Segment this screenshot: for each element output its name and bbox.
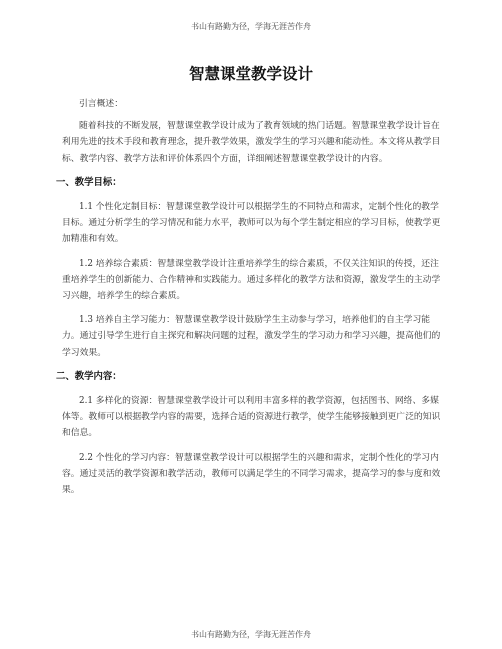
page-footer: 书山有路勤为径，学海无涯苦作舟 xyxy=(191,630,311,639)
intro-paragraph: 随着科技的不断发展，智慧课堂教学设计成为了教育领域的热门话题。智慧课堂教学设计旨在利用先进的技术手段和教育理念，提升教学效果，激发学生的学习兴趣和能动性。本文将从教学目标、教学内容、教学方法和评价体系四个方面，详细阐述智慧课堂教学设计的内容。 xyxy=(62,121,441,164)
page-header: 书山有路勤为径，学海无涯苦作舟 xyxy=(191,22,311,31)
paragraph-2-2: 2.2 个性化的学习内容：智慧课堂教学设计可以根据学生的兴趣和需求，定制个性化的学习内容。通过灵活的教学资源和教学活动，教师可以满足学生的不同学习需求，提高学习的参与度和效果。 xyxy=(62,452,441,496)
paragraph-1-3: 1.3 培养自主学习能力：智慧课堂教学设计鼓励学生主动参与学习，培养他们的自主学习能力。通过引导学生进行自主探究和解决问题的过程，激发学生的学习动力和学习兴趣，提高他们的学习效果。 xyxy=(62,315,441,358)
paragraph-2-1: 2.1 多样化的资源：智慧课堂教学设计可以利用丰富多样的教学资源，包括图书、网络、多媒体等。教师可以根据教学内容的需要，选择合适的资源进行教学，使学生能够接触到更广泛的知识和信息。 xyxy=(62,396,441,439)
document-title: 智慧课堂教学设计 xyxy=(188,65,313,83)
section-heading-objectives: 一、教学目标： xyxy=(56,176,122,188)
document-body xyxy=(56,96,442,498)
paragraph-1-2: 1.2 培养综合素质：智慧课堂教学设计注重培养学生的综合素质，不仅关注知识的传授，还注重培养学生的创新能力、合作精神和实践能力。通过多样化的教学方法和资源，激发学生的主动学习兴趣，培养学生的综合素质。 xyxy=(62,258,441,302)
intro-label: 引言概述： xyxy=(79,99,123,109)
paragraph-1-1: 1.1 个性化定制目标：智慧课堂教学设计可以根据学生的不同特点和需求，定制个性化的教学目标。通过分析学生的学习情况和能力水平，教师可以为每个学生制定相应的学习目标，使教学更加精准和有效。 xyxy=(62,202,441,245)
section-heading-content: 二、教学内容： xyxy=(56,370,122,382)
